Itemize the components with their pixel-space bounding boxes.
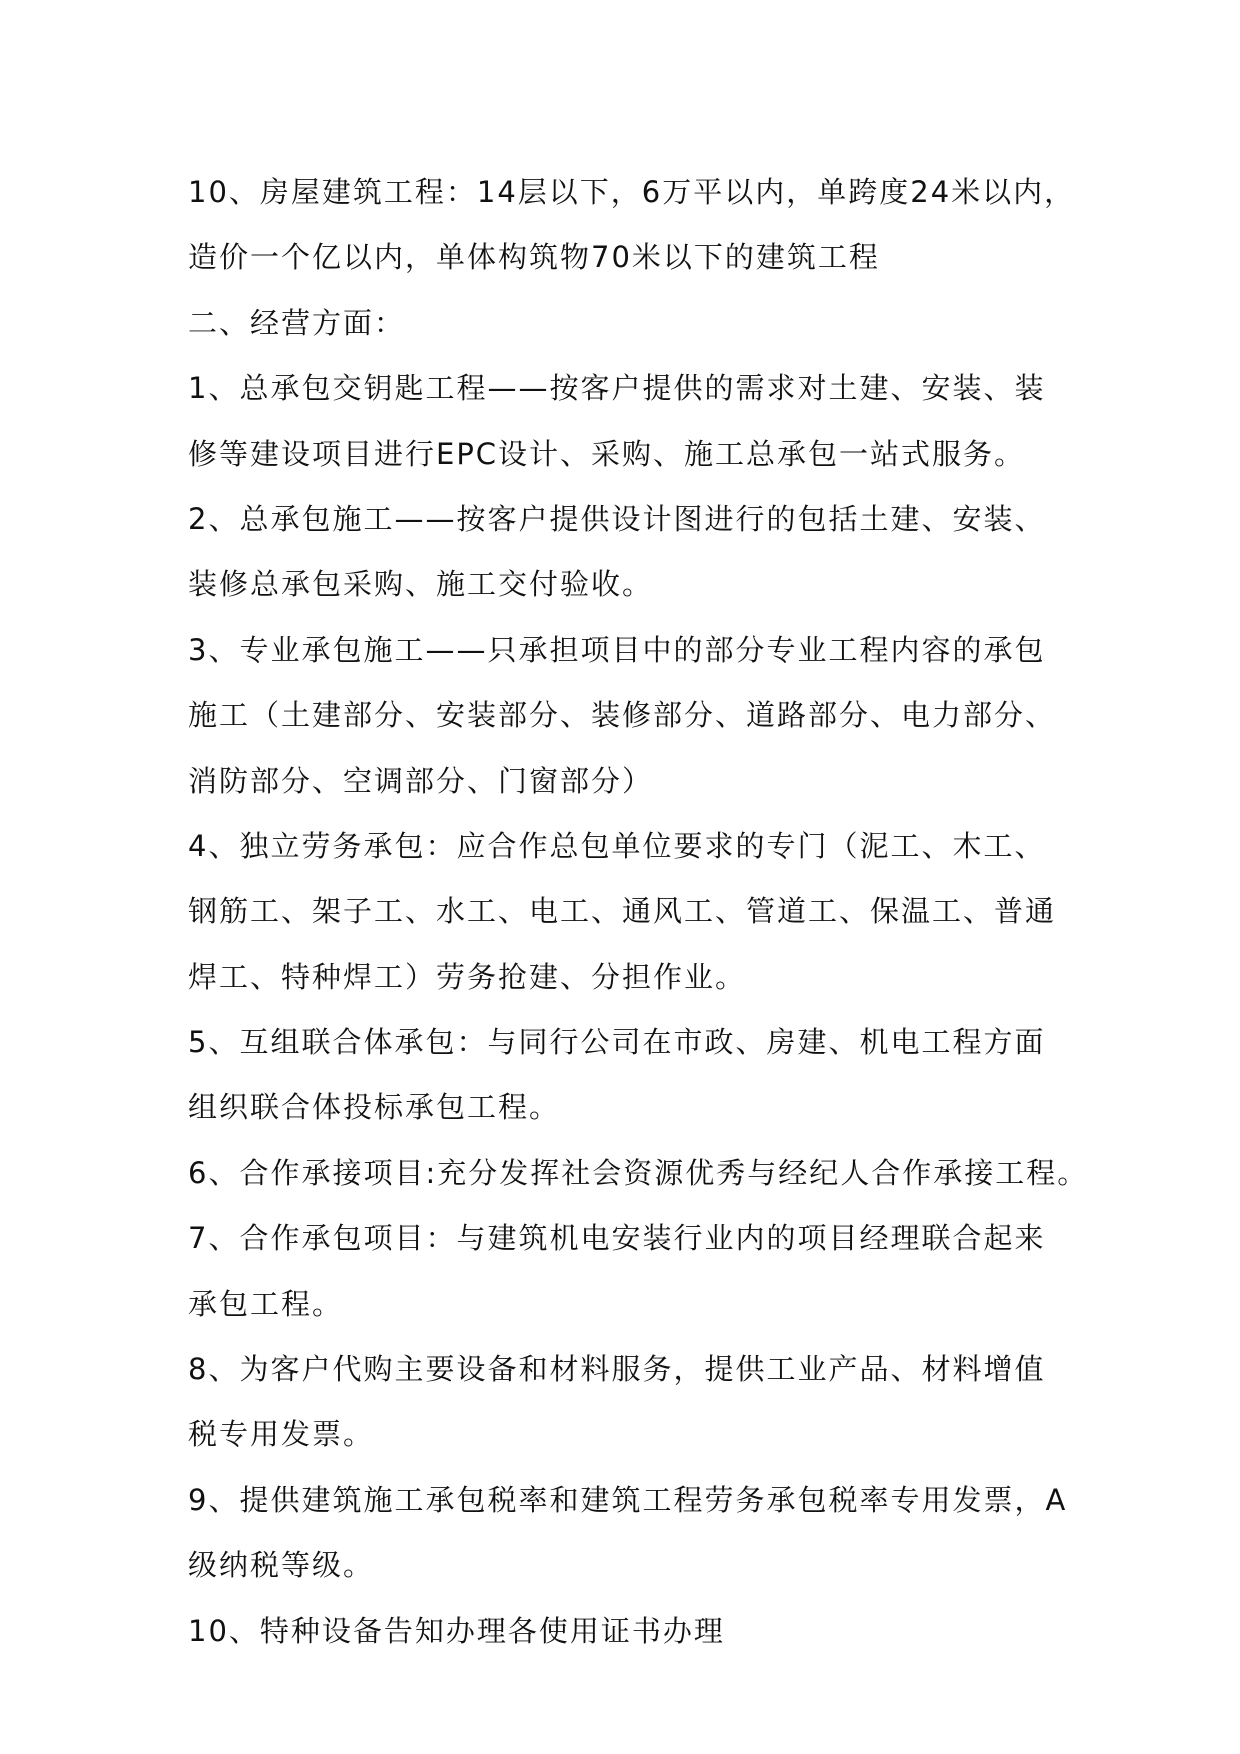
text-line-9: 施工（土建部分、安装部分、装修部分、道路部分、电力部分、 (188, 698, 1057, 733)
text-line-14: 5、互组联合体承包：与同行公司在市政、房建、机电工程方面 (188, 1025, 1046, 1060)
text-line-6: 2、总承包施工——按客户提供设计图进行的包括土建、安装、 (188, 501, 1046, 536)
section-heading: 二、经营方面： (188, 305, 406, 340)
text-line-12: 钢筋工、架子工、水工、电工、通风工、管道工、保温工、普通 (188, 894, 1057, 929)
text-line-11: 4、独立劳务承包：应合作总包单位要求的专门（泥工、木工、 (188, 828, 1046, 863)
text-line-16: 6、合作承接项目:充分发挥社会资源优秀与经纪人合作承接工程。 (188, 1155, 1089, 1190)
text-line-1: 10、房屋建筑工程：14层以下，6万平以内，单跨度24米以内， (188, 175, 1076, 209)
text-line-8: 3、专业承包施工——只承担项目中的部分专业工程内容的承包 (188, 632, 1046, 667)
text-line-17: 7、合作承包项目：与建筑机电安装行业内的项目经理联合起来 (188, 1221, 1046, 1256)
text-line-21: 9、提供建筑施工承包税率和建筑工程劳务承包税率专用发票，A (188, 1482, 1068, 1517)
text-line-10: 消防部分、空调部分、门窗部分） (188, 763, 654, 798)
text-line-13: 焊工、特种焊工）劳务抢建、分担作业。 (188, 959, 747, 994)
text-line-18: 承包工程。 (188, 1286, 344, 1321)
text-line-15: 组织联合体投标承包工程。 (188, 1090, 561, 1125)
text-line-5: 修等建设项目进行EPC设计、采购、施工总承包一站式服务。 (188, 436, 1026, 471)
text-line-23: 10、特种设备告知办理各使用证书办理 (188, 1613, 725, 1648)
text-line-20: 税专用发票。 (188, 1417, 375, 1452)
text-line-7: 装修总承包采购、施工交付验收。 (188, 567, 654, 602)
text-line-19: 8、为客户代购主要设备和材料服务，提供工业产品、材料增值 (188, 1352, 1046, 1387)
document-body (188, 160, 1089, 1664)
text-line-4: 1、总承包交钥匙工程——按客户提供的需求对土建、安装、装 (188, 371, 1046, 406)
text-line-2: 造价一个亿以内，单体构筑物70米以下的建筑工程 (188, 240, 880, 275)
text-line-22: 级纳税等级。 (188, 1548, 375, 1583)
